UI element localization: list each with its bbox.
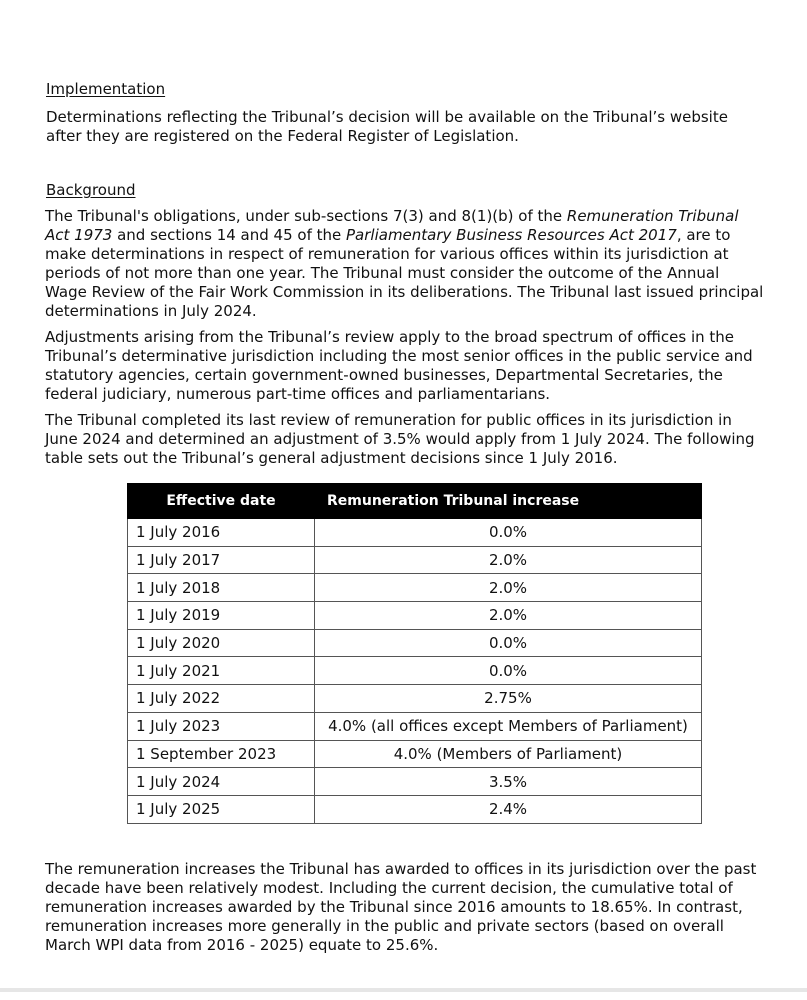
row-date: 1 July 2017 [128,546,315,574]
table-header-row [128,484,702,519]
row-increase: 4.0% (all offices except Members of Parliament) [315,712,702,740]
table-row [128,740,702,768]
table-row [128,768,702,796]
row-increase: 2.4% [315,795,702,823]
background-heading: Background [46,181,136,199]
row-increase: 2.75% [315,685,702,713]
adjustment-table [127,483,702,824]
obligations-text-a: The Tribunal's obligations, under sub-sections 7(3) and 8(1)(b) of the [45,207,567,225]
row-date: 1 July 2025 [128,795,315,823]
implementation-heading: Implementation [46,80,166,98]
row-date: 1 July 2022 [128,685,315,713]
act-title-remuneration-tribunal: Remuneration Tribunal Act 1973 [45,207,739,244]
row-increase: 2.0% [315,546,702,574]
row-date: 1 July 2021 [128,657,315,685]
row-date: 1 September 2023 [128,740,315,768]
page-bottom-divider [0,988,807,992]
table-row [128,519,702,547]
row-increase: 2.0% [315,574,702,602]
header-increase: Remuneration Tribunal increase [315,484,702,519]
row-increase: 0.0% [315,657,702,685]
table-row [128,712,702,740]
row-date: 1 July 2018 [128,574,315,602]
row-date: 1 July 2019 [128,602,315,630]
row-date: 1 July 2016 [128,519,315,547]
act-title-parliamentary-business: Parliamentary Business Resources Act 2017 [346,226,677,244]
obligations-text-c: , are to make determinations in respect of remuneration for various offices within its jurisdiction at periods of not more than one year. The Tribunal must consider the outcome of the Annual Wage Review of the Fair Work Commission in its deliberations. The Tribunal last issued principal determinations in July 2024. [45,226,764,320]
table-row [128,546,702,574]
row-increase: 0.0% [315,629,702,657]
row-date: 1 July 2023 [128,712,315,740]
background-paragraph-review: The Tribunal completed its last review of remuneration for public offices in its jurisdiction in June 2024 and determined an adjustment of 3.5% would apply from 1 July 2024. The following table sets out the Tribunal’s general adjustment decisions since 1 July 2016. [45,411,755,467]
row-increase: 4.0% (Members of Parliament) [315,740,702,768]
closing-paragraph: The remuneration increases the Tribunal has awarded to offices in its jurisdiction over the past decade have been relatively modest. Including the current decision, the cumulative total of remuneration increases awarded by the Tribunal since 2016 amounts to 18.65%. In contrast, remuneration increases more generally in the public and private sectors (based on overall March WPI data from 2016 - 2025) equate to 25.6%. [45,860,757,954]
table-row [128,574,702,602]
header-effective-date: Effective date [128,484,315,519]
row-date: 1 July 2024 [128,768,315,796]
background-paragraph-adjustments: Adjustments arising from the Tribunal’s review apply to the broad spectrum of offices in the Tribunal’s determinative jurisdiction including the most senior offices in the public service and statutory agencies, certain government-owned businesses, Departmental Secretaries, the federal judiciary, numerous part-time offices and parliamentarians. [45,328,753,403]
table-row [128,657,702,685]
table-row [128,685,702,713]
row-increase: 2.0% [315,602,702,630]
table-row [128,795,702,823]
row-date: 1 July 2020 [128,629,315,657]
background-paragraph-obligations [45,207,765,321]
row-increase: 0.0% [315,519,702,547]
implementation-paragraph: Determinations reflecting the Tribunal’s decision will be available on the Tribunal’s website after they are registered on the Federal Register of Legislation. [46,108,728,145]
table-row [128,602,702,630]
obligations-text-b: and sections 14 and 45 of the [112,226,347,244]
table-row [128,629,702,657]
row-increase: 3.5% [315,768,702,796]
